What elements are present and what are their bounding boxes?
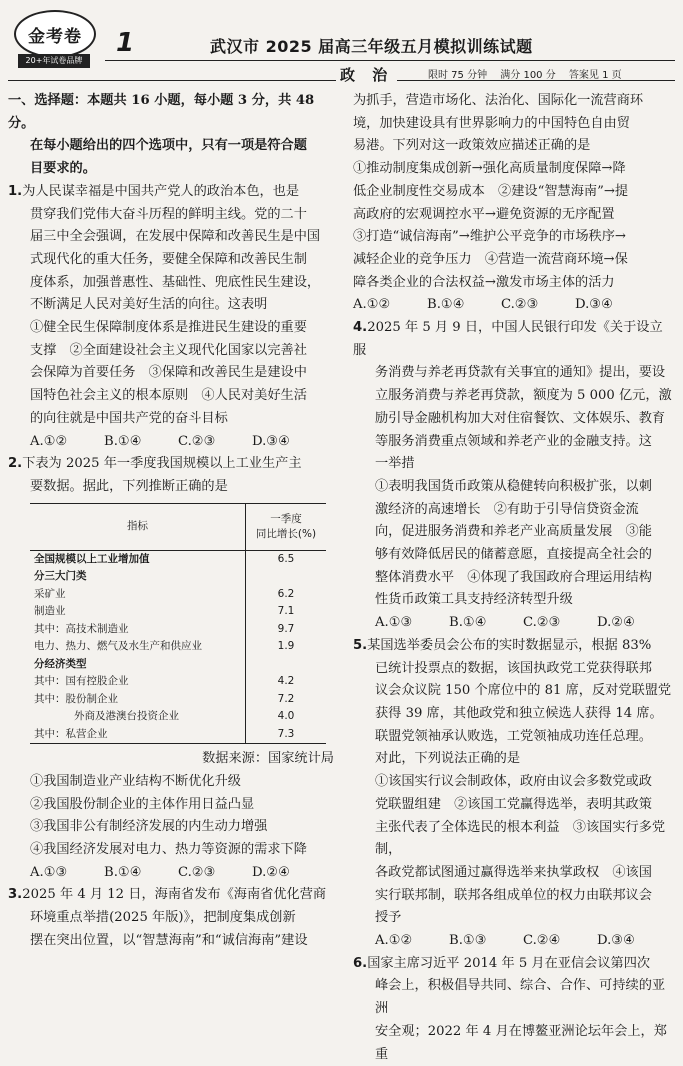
choice-line: ①我国制造业产业结构不断优化升级 bbox=[30, 773, 241, 789]
column-header-indicator: 指标 bbox=[30, 503, 246, 550]
row-label: 其中：股份制企业 bbox=[34, 692, 118, 705]
answer-page: 答案见 1 页 bbox=[568, 70, 622, 81]
row-value bbox=[246, 568, 327, 586]
question-stem-line: 届三中全会强调，在发展中保障和改善民生是中国 bbox=[30, 229, 321, 245]
question-stem-line: 获得 39 席，其他政党和独立候选人获得 14 席。 bbox=[375, 705, 663, 721]
time-limit: 限时 75 分钟 bbox=[428, 70, 488, 81]
row-value: 6.5 bbox=[246, 550, 327, 568]
choice-line: ①表明我国货币政策从稳健转向积极扩张，以刺 bbox=[375, 478, 652, 494]
row-value: 7.1 bbox=[246, 603, 327, 621]
column-header-growth: 一季度 同比增长(%) bbox=[246, 503, 327, 550]
question-number: 3. bbox=[8, 887, 23, 903]
table-row bbox=[30, 568, 326, 586]
right-column bbox=[353, 90, 675, 1066]
question-stem-line: 为抓手，营造市场化、法治化、国际化一流营商环 bbox=[353, 93, 644, 108]
full-score: 满分 100 分 bbox=[500, 70, 556, 81]
row-value: 9.7 bbox=[246, 621, 327, 639]
question-6 bbox=[353, 953, 675, 1066]
section-instruction: 在每小题给出的四个选项中，只有一项是符合题 bbox=[30, 138, 307, 154]
question-1 bbox=[8, 181, 338, 453]
row-value: 1.9 bbox=[246, 638, 327, 656]
question-stem-line: 务消费与养老再贷款有关事宜的通知》提出，要设 bbox=[375, 365, 666, 381]
question-number: 6. bbox=[353, 955, 368, 971]
row-label: 采矿业 bbox=[34, 587, 66, 600]
question-3-start bbox=[8, 884, 338, 952]
question-stem-line: 4.2025 年 5 月 9 日，中国人民银行印发《关于设立服 bbox=[353, 320, 663, 358]
option-a: A.①② bbox=[30, 433, 68, 449]
option-c: C.②③ bbox=[178, 864, 216, 880]
header-rule-top bbox=[105, 60, 675, 61]
choice-line: ④我国经济发展对电力、热力等资源的需求下降 bbox=[30, 841, 307, 857]
option-a: A.①③ bbox=[30, 864, 68, 880]
question-stem-line: 峰会上，积极倡导共同、综合、合作、可持续的亚洲 bbox=[375, 978, 666, 1017]
option-c: C.②③ bbox=[523, 615, 561, 631]
option-a: A.①③ bbox=[375, 615, 413, 631]
row-label: 分三大门类 bbox=[34, 570, 87, 583]
data-source: 数据来源：国家统计局 bbox=[202, 751, 334, 767]
left-column bbox=[8, 90, 338, 952]
question-stem-line: 联盟党领袖承认败选，工党领袖成功连任总理。 bbox=[375, 728, 652, 744]
option-b: B.①④ bbox=[104, 864, 142, 880]
choice-line: 高政府的宏观调控水平→避免资源的无序配置 bbox=[353, 206, 615, 222]
question-stem-line: 议会众议院 150 个席位中的 81 席，反对党联盟党 bbox=[375, 683, 672, 699]
section-instruction: 目要求的。 bbox=[30, 161, 96, 177]
question-stem-line: 易港。下列对这一政策效应描述正确的是 bbox=[353, 138, 591, 154]
logo-text: 金考卷 bbox=[28, 26, 82, 47]
option-a: A.①② bbox=[353, 297, 391, 313]
question-stem-line: 不断满足人民对美好生活的向往。这表明 bbox=[30, 297, 268, 313]
answer-options bbox=[353, 294, 675, 317]
question-5 bbox=[353, 635, 675, 953]
option-b: B.①④ bbox=[427, 297, 465, 313]
option-b: B.①④ bbox=[104, 433, 142, 449]
question-number: 2. bbox=[8, 456, 23, 472]
choice-line: 支撑 ②全面建设社会主义现代化国家以完善社 bbox=[30, 342, 307, 358]
choice-line: 主张代表了全体选民的根本利益 ③该国实行多党制， bbox=[375, 819, 666, 858]
answer-options bbox=[353, 930, 675, 953]
row-label: 制造业 bbox=[34, 605, 66, 618]
industry-data-table bbox=[30, 503, 326, 745]
table-row bbox=[30, 708, 326, 726]
table-row bbox=[30, 638, 326, 656]
row-value: 7.3 bbox=[246, 726, 327, 744]
question-stem-line: 安全观；2022 年 4 月在博鳌亚洲论坛年会上，郑重 bbox=[375, 1023, 667, 1062]
question-stem-line: 境，加快建设具有世界影响力的中国特色自由贸 bbox=[353, 115, 630, 131]
question-stem-line: 要数据。据此，下列推断正确的是 bbox=[30, 478, 228, 494]
brand-logo bbox=[14, 10, 96, 58]
table-row bbox=[30, 673, 326, 691]
option-c: C.②④ bbox=[523, 933, 561, 949]
row-label: 外商及港澳台投资企业 bbox=[74, 710, 179, 723]
choice-line: 低企业制度性交易成本 ②建设“智慧海南”→提 bbox=[353, 183, 629, 199]
choice-line: 会保障为首要任务 ③保障和改善民生是建设中 bbox=[30, 365, 307, 381]
row-label: 其中：高技术制造业 bbox=[34, 622, 129, 635]
question-stem-line: 5.某国选举委员会公布的实时数据显示，根据 83% bbox=[353, 637, 652, 653]
answer-options bbox=[353, 612, 675, 635]
table-row bbox=[30, 656, 326, 674]
question-stem-line: 度体系，加强普惠性、基础性、兜底性民生建设， bbox=[30, 274, 321, 290]
question-stem-line: 励引导金融机构加大对住宿餐饮、文体娱乐、教育 bbox=[375, 410, 666, 426]
option-d: D.③④ bbox=[252, 433, 290, 449]
question-stem-line: 环境重点举措(2025 年版)》，把制度集成创新 bbox=[30, 910, 296, 926]
question-stem-line: 3.2025 年 4 月 12 日，海南省发布《海南省优化营商 bbox=[8, 887, 327, 903]
row-label: 电力、热力、燃气及水生产和供应业 bbox=[34, 640, 202, 653]
choice-line: ③我国非公有制经济发展的内生动力增强 bbox=[30, 819, 268, 835]
option-d: D.③④ bbox=[575, 297, 613, 313]
logo-subtitle: 20+年试卷品牌 bbox=[18, 54, 90, 68]
question-stem-line: 对此，下列说法正确的是 bbox=[375, 751, 521, 767]
table-row bbox=[30, 621, 326, 639]
page-header bbox=[0, 0, 683, 90]
choice-line: 减轻企业的竞争压力 ④营造一流营商环境→保 bbox=[353, 251, 628, 267]
choice-line: 各政党都试图通过赢得选举来执掌政权 ④该国 bbox=[375, 864, 652, 880]
question-stem-line: 一举措 bbox=[375, 456, 415, 472]
choice-line: 整体消费水平 ④体现了我国政府合理运用结构 bbox=[375, 569, 652, 585]
choice-line: ①该国实行议会制政体，政府由议会多数党或政 bbox=[375, 774, 652, 790]
question-2 bbox=[8, 453, 338, 884]
question-stem-line: 已统计投票点的数据，该国执政党工党获得联邦 bbox=[375, 660, 652, 676]
question-stem-line: 摆在突出位置，以“智慧海南”和“诚信海南”建设 bbox=[30, 932, 308, 948]
table-row bbox=[30, 726, 326, 744]
paper-title: 武汉市 2025 届高三年级五月模拟训练试题 bbox=[210, 37, 533, 56]
table-row bbox=[30, 586, 326, 604]
row-label: 其中：国有控股企业 bbox=[34, 675, 129, 688]
choice-line: 障各类企业的合法权益→激发市场主体的活力 bbox=[353, 274, 615, 290]
table-row bbox=[30, 691, 326, 709]
question-stem-line: 贯穿我们党伟大奋斗历程的鲜明主线。党的二十 bbox=[30, 206, 307, 222]
question-number: 4. bbox=[353, 320, 368, 336]
choice-line: 国特色社会主义的根本原则 ④人民对美好生活 bbox=[30, 388, 307, 404]
choice-line: ②我国股份制企业的主体作用日益凸显 bbox=[30, 796, 255, 812]
question-number: 1. bbox=[8, 183, 23, 199]
row-value: 4.0 bbox=[246, 708, 327, 726]
choice-line: 授予 bbox=[375, 910, 402, 926]
question-stem-line: 等服务消费重点领域和养老产业的金融支持。这 bbox=[375, 433, 652, 449]
row-value: 6.2 bbox=[246, 586, 327, 604]
question-stem-line: 6.国家主席习近平 2014 年 5 月在亚信会议第四次 bbox=[353, 955, 651, 971]
row-value bbox=[246, 656, 327, 674]
option-b: B.①④ bbox=[449, 615, 487, 631]
choice-line: 够有效降低居民的储蓄意愿，直接提高全社会的 bbox=[375, 547, 652, 563]
choice-line: ①健全民生保障制度体系是推进民生建设的重要 bbox=[30, 320, 307, 336]
table-row bbox=[30, 603, 326, 621]
table-header-row bbox=[30, 503, 326, 550]
choice-line: 实行联邦制，联邦各组成单位的权力由联邦议会 bbox=[375, 887, 652, 903]
option-a: A.①② bbox=[375, 933, 413, 949]
question-stem-line: 式现代化的重大任务，要健全保障和改善民生制 bbox=[30, 251, 307, 267]
question-stem-line: 1.为人民谋幸福是中国共产党人的政治本色，也是 bbox=[8, 183, 300, 199]
paper-number: 1 bbox=[116, 28, 135, 58]
answer-options bbox=[8, 862, 338, 885]
choice-line: ①推动制度集成创新→强化高质量制度保障→降 bbox=[353, 161, 626, 177]
question-4 bbox=[353, 317, 675, 635]
row-label: 全国规模以上工业增加值 bbox=[34, 552, 150, 565]
row-label: 其中：私营企业 bbox=[34, 727, 108, 740]
option-c: C.②③ bbox=[178, 433, 216, 449]
question-stem-line: 2.下表为 2025 年一季度我国规模以上工业生产主 bbox=[8, 456, 302, 472]
question-stem-line: 立服务消费与养老再贷款，额度为 5 000 亿元，激 bbox=[375, 388, 672, 404]
choice-line: 党联盟组建 ②该国工党赢得选举，表明其政策 bbox=[375, 796, 652, 812]
row-value: 7.2 bbox=[246, 691, 327, 709]
option-c: C.②③ bbox=[501, 297, 539, 313]
choice-line: 激经济的高速增长 ②有助于引导信贷资金流 bbox=[375, 501, 639, 517]
choice-line: ③打造“诚信海南”→维护公平竞争的市场秩序→ bbox=[353, 229, 626, 245]
table-row bbox=[30, 550, 326, 568]
choice-line: 向，促进服务消费和养老产业高质量发展 ③能 bbox=[375, 524, 652, 540]
choice-line: 的向往就是中国共产党的奋斗目标 bbox=[30, 410, 228, 426]
answer-options bbox=[8, 431, 338, 454]
choice-line: 性货币政策工具支持经济转型升级 bbox=[375, 592, 573, 608]
row-value: 4.2 bbox=[246, 673, 327, 691]
exam-meta bbox=[428, 66, 622, 81]
section-title: 一、选择题：本题共 16 小题，每小题 3 分，共 48 分。 bbox=[8, 93, 315, 131]
row-label: 分经济类型 bbox=[34, 657, 87, 670]
question-3-continued bbox=[353, 90, 675, 317]
option-d: D.②④ bbox=[597, 615, 635, 631]
question-number: 5. bbox=[353, 637, 368, 653]
subject-label: 政 治 bbox=[336, 64, 397, 85]
option-b: B.①③ bbox=[449, 933, 487, 949]
option-d: D.③④ bbox=[597, 933, 635, 949]
option-d: D.②④ bbox=[252, 864, 290, 880]
